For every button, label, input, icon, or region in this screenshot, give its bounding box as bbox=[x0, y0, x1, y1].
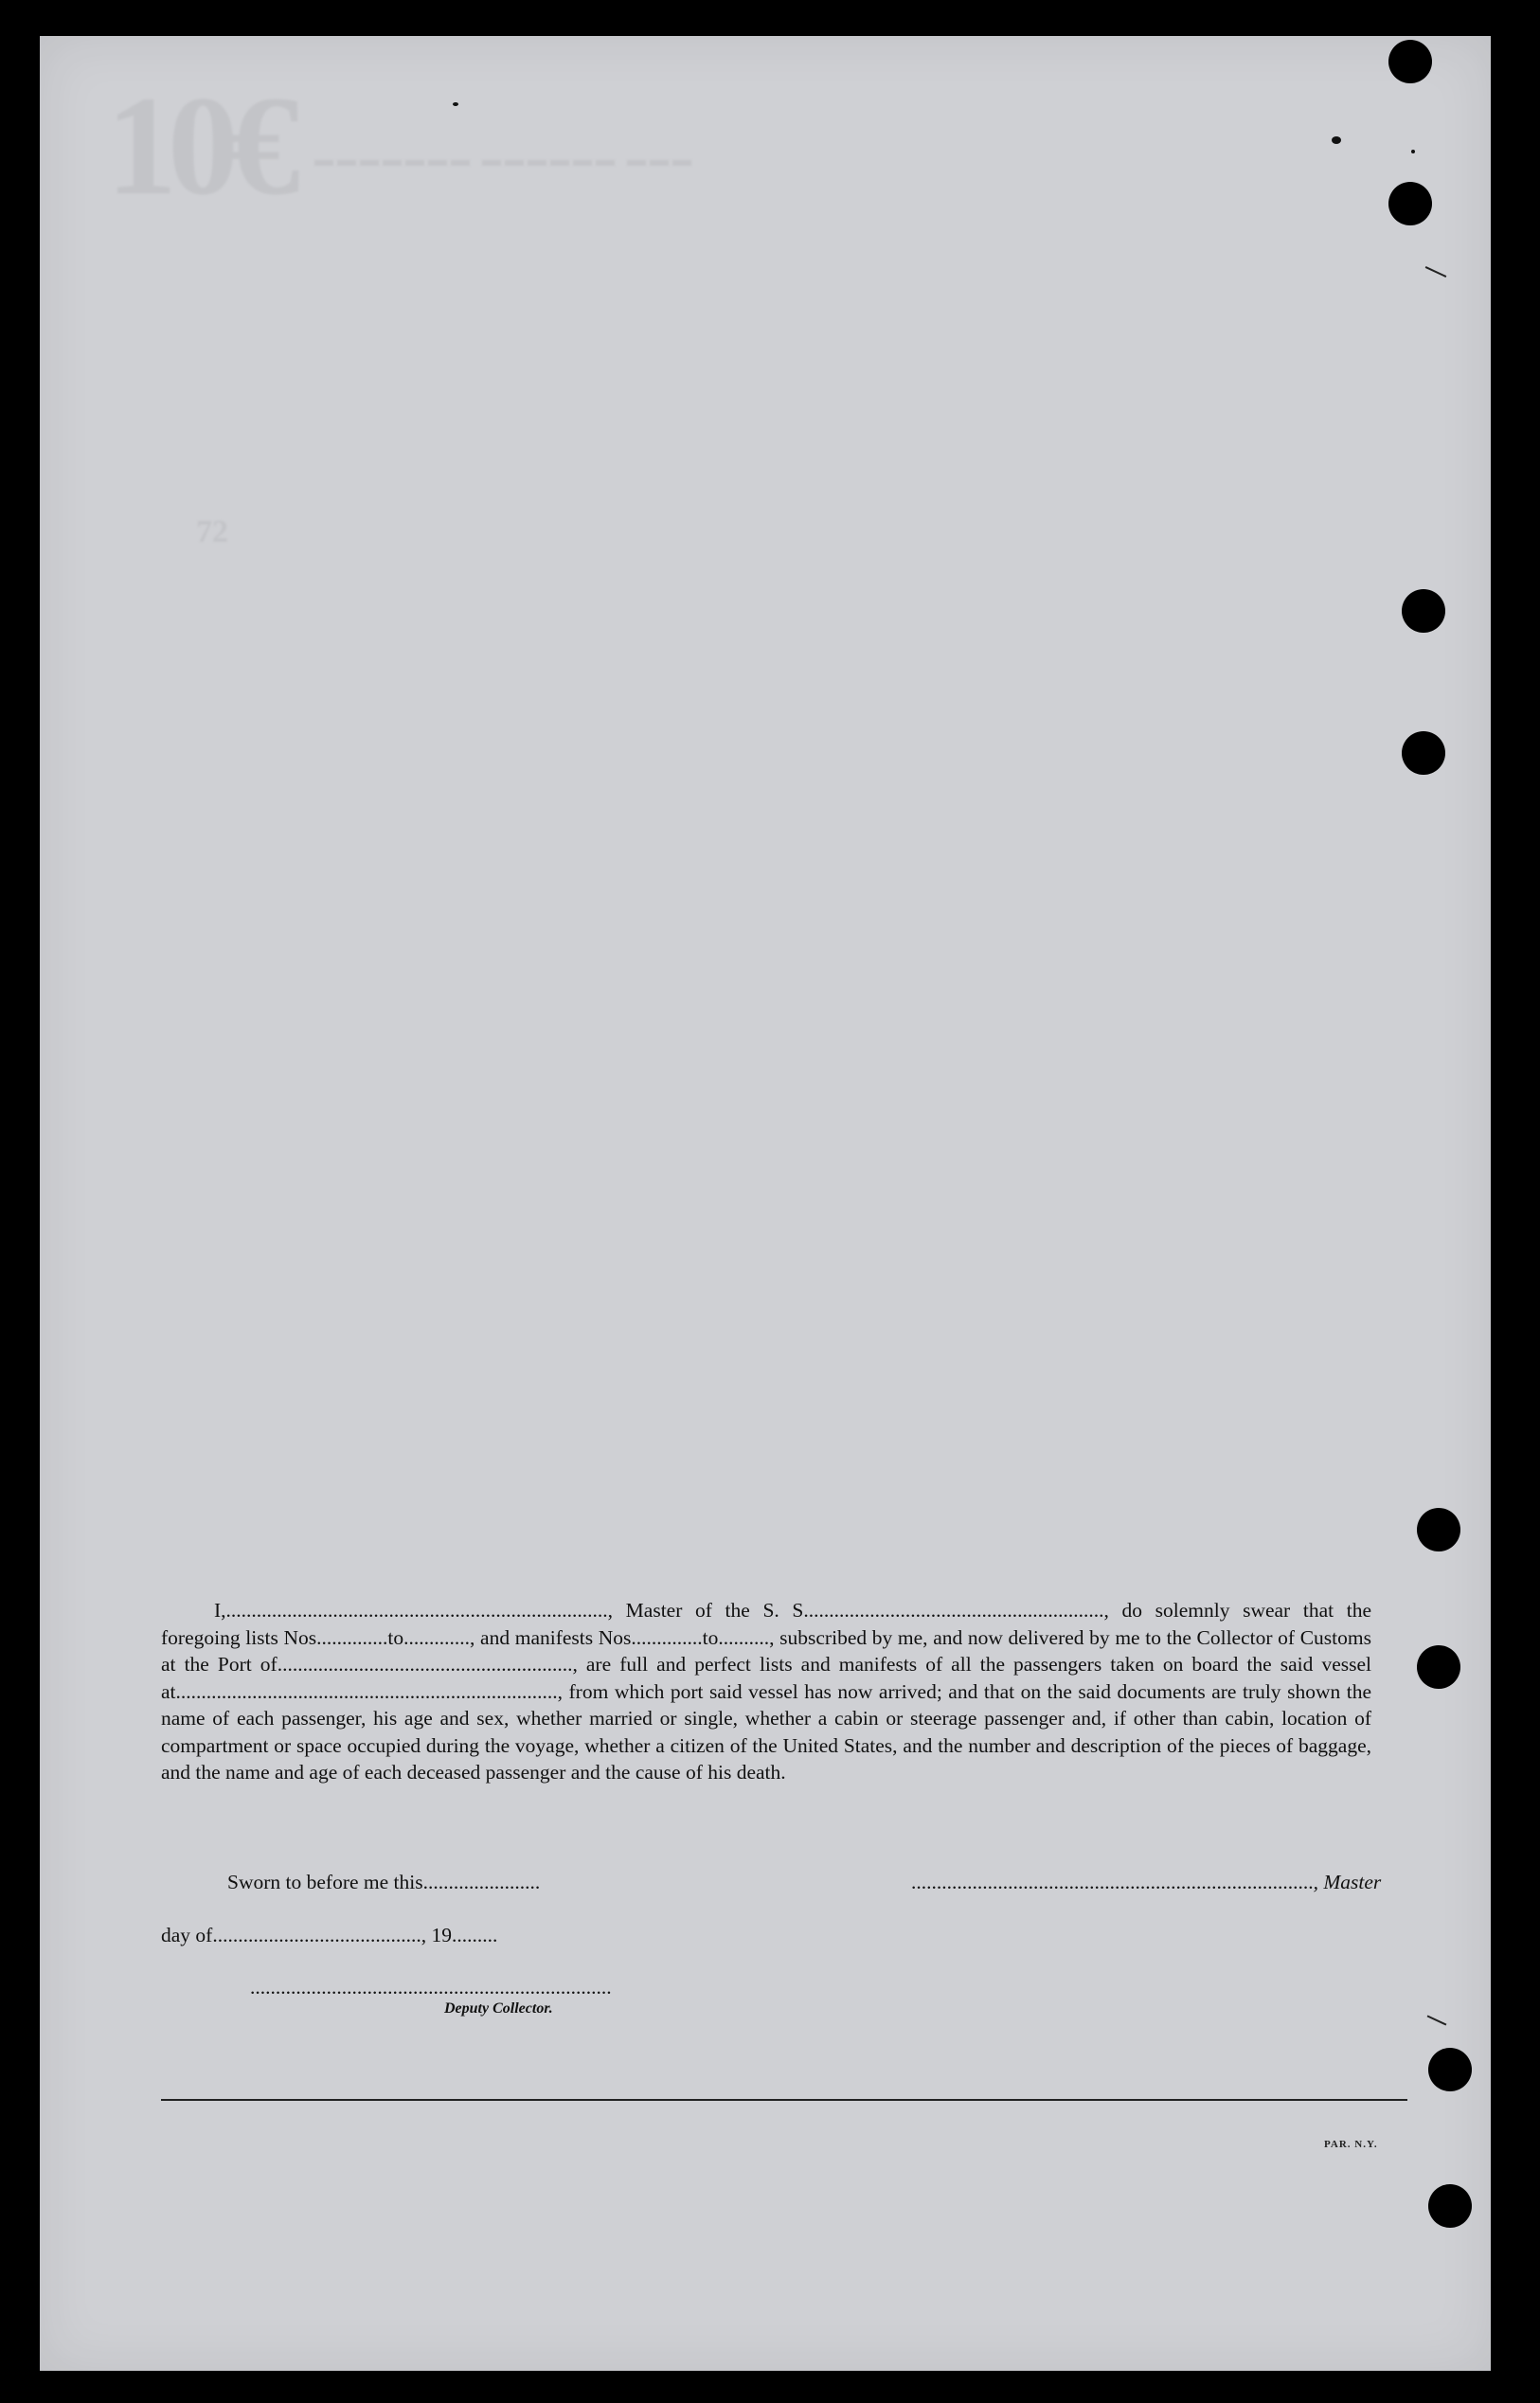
binder-hole bbox=[1388, 182, 1432, 225]
oath-text: I,..........................................................................., Master of the S. S..........................................................., do solemnly swear that the foregoing lists Nos..............to............., and manifests Nos..............to.........., subscribed by me, and now delivered by me to the Collector of Customs at the Port of.........................................................., are full and perfect lists and manifests of all the passengers taken on board the said vessel at..........................................................................., from which port said vessel has now arrived; and that on the said documents are truly shown the name of each passenger, his age and sex, whether married or single, whether a cabin or steerage passenger and, if other than cabin, location of compartment or space occupied during the voyage, whether a citizen of the United States, and the number and description of the pieces of baggage, and the name and age of each deceased passenger and the cause of his death. bbox=[161, 1599, 1371, 1784]
binder-hole bbox=[1402, 589, 1445, 633]
sworn-line: Sworn to before me this....................... bbox=[227, 1871, 541, 1893]
binder-hole bbox=[1417, 1508, 1460, 1551]
binder-hole bbox=[1428, 2048, 1472, 2091]
oath-paragraph bbox=[161, 1597, 1371, 1786]
manifest-page bbox=[40, 36, 1491, 2371]
ink-speck bbox=[1411, 150, 1415, 153]
binder-hole bbox=[1428, 2184, 1472, 2228]
printer-mark: PAR. N.Y. bbox=[1324, 2139, 1378, 2150]
binder-hole bbox=[1388, 40, 1432, 83]
master-label: , Master bbox=[1313, 1871, 1382, 1893]
horizontal-rule bbox=[161, 2099, 1407, 2101]
deputy-signature-dots: ....................................................................... bbox=[250, 1976, 612, 1999]
bleed-through-small-number: 72 bbox=[196, 514, 228, 549]
bleed-through-header: ▬▬▬▬▬▬▬ ▬▬▬▬▬▬ ▬▬▬ bbox=[314, 150, 695, 170]
day-of-line: day of........................................., 19......... bbox=[161, 1924, 498, 1946]
ink-speck bbox=[1332, 136, 1341, 144]
deputy-collector-label: Deputy Collector. bbox=[444, 2000, 553, 2017]
binder-hole bbox=[1402, 731, 1445, 775]
bleed-through-number: 10€ bbox=[106, 67, 291, 224]
master-signature-dots: ............................................................................... bbox=[911, 1871, 1314, 1893]
binder-hole bbox=[1417, 1645, 1460, 1689]
ink-speck bbox=[453, 102, 458, 106]
master-signature-line bbox=[911, 1871, 1381, 1894]
